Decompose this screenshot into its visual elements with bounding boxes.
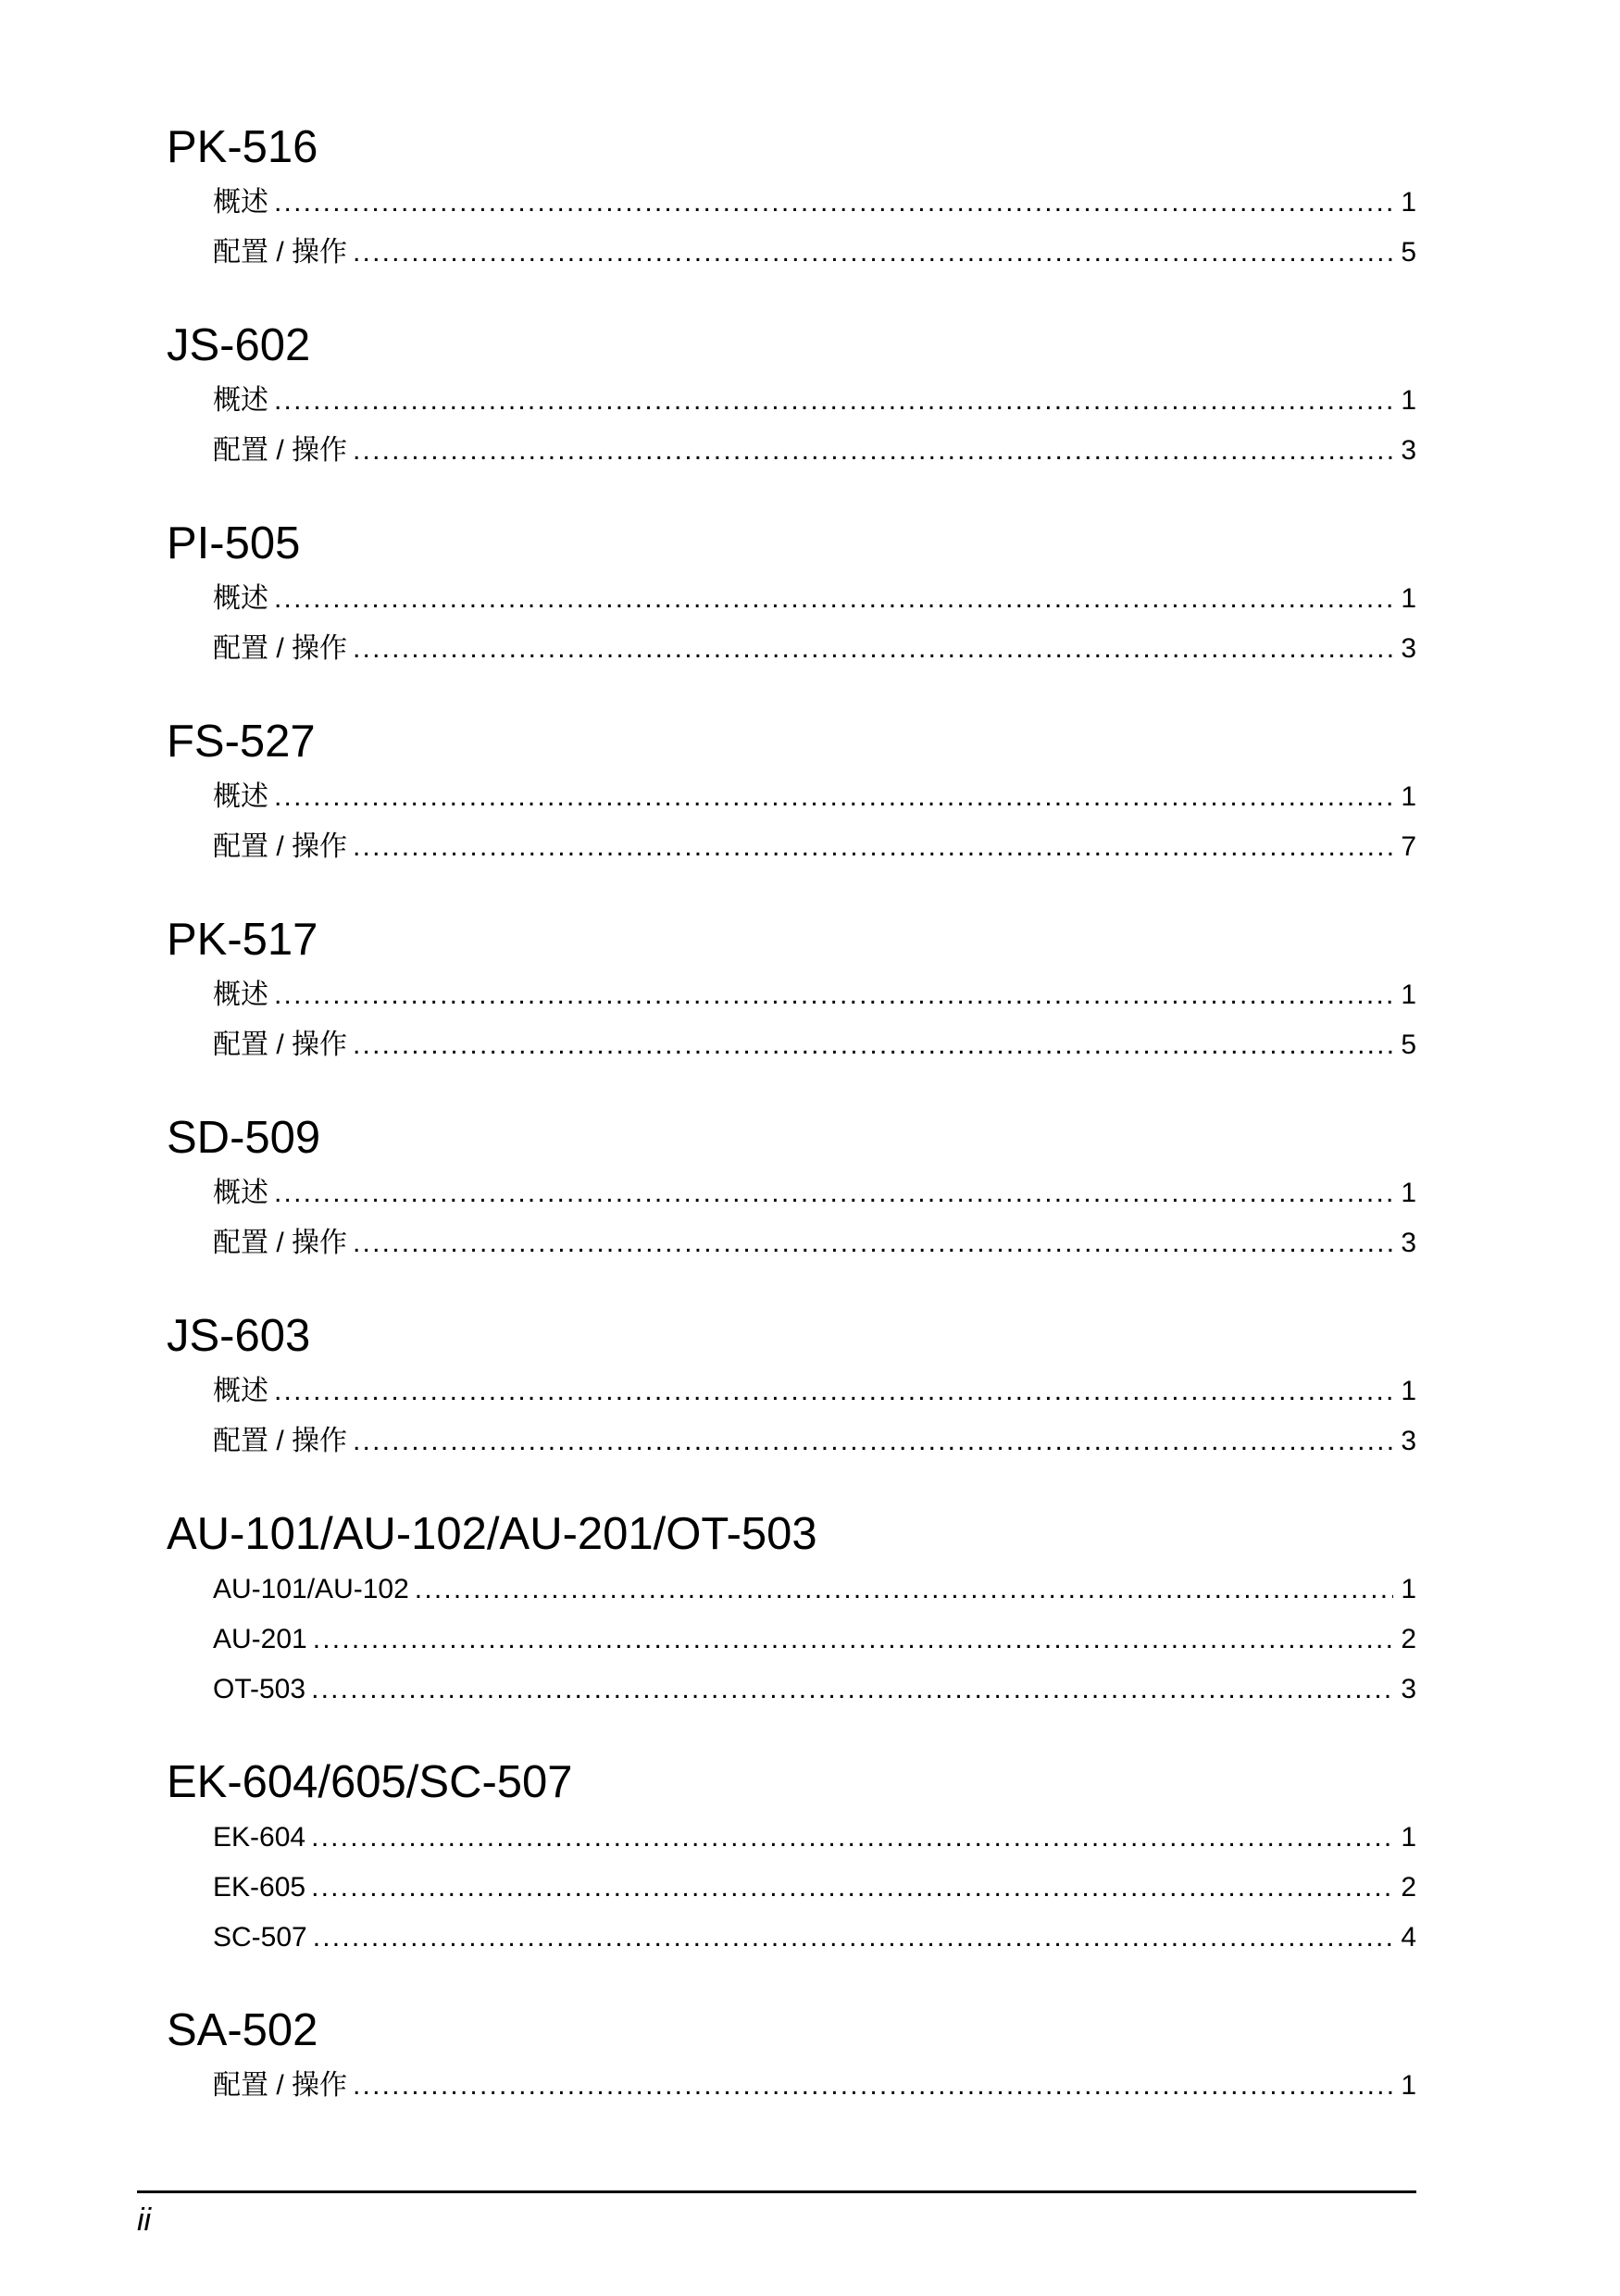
section-title: SA-502	[167, 2005, 318, 2055]
toc-entry[interactable]	[213, 974, 1416, 1011]
dot-leader	[274, 781, 1393, 813]
entry-label: 配置 / 操作	[213, 1426, 348, 1456]
toc-section	[167, 317, 1416, 515]
entry-label: 配置 / 操作	[213, 831, 348, 862]
toc-entry[interactable]	[213, 1916, 1416, 1953]
entry-page-number: 3	[1401, 435, 1416, 466]
entry-label: 概述	[213, 980, 268, 1010]
toc-section	[167, 2002, 1416, 2200]
entry-page-number: 2	[1401, 1872, 1416, 1903]
toc-entry[interactable]	[213, 1816, 1416, 1853]
dot-leader	[353, 1029, 1393, 1061]
section-title: PK-517	[167, 915, 318, 965]
toc-entry[interactable]	[213, 1172, 1416, 1209]
toc-section	[167, 1505, 1416, 1753]
entry-page-number: 1	[1401, 187, 1416, 218]
entry-page-number: 5	[1401, 1029, 1416, 1060]
footer-divider	[137, 2190, 1416, 2193]
entry-page-number: 4	[1401, 1922, 1416, 1953]
entry-page-number: 3	[1401, 1426, 1416, 1456]
toc-entry[interactable]	[213, 430, 1416, 467]
entry-page-number: 1	[1401, 1822, 1416, 1853]
dot-leader	[313, 1922, 1394, 1953]
entry-label: 概述	[213, 1178, 268, 1208]
entry-page-number: 1	[1401, 980, 1416, 1010]
entry-page-number: 3	[1401, 1228, 1416, 1258]
section-title: FS-527	[167, 717, 316, 767]
dot-leader	[353, 435, 1393, 467]
dot-leader	[311, 1872, 1393, 1903]
table-of-contents	[167, 119, 1416, 2200]
toc-entry[interactable]	[213, 628, 1416, 665]
toc-entry[interactable]	[213, 1370, 1416, 1407]
toc-entry[interactable]	[213, 826, 1416, 863]
toc-section	[167, 119, 1416, 317]
entry-page-number: 3	[1401, 1674, 1416, 1704]
toc-entry[interactable]	[213, 380, 1416, 417]
toc-entry[interactable]	[213, 776, 1416, 813]
dot-leader	[353, 1228, 1393, 1259]
dot-leader	[353, 2070, 1393, 2102]
toc-section	[167, 1753, 1416, 2002]
entry-label: EK-605	[213, 1872, 306, 1903]
entry-page-number: 1	[1401, 385, 1416, 416]
entry-page-number: 7	[1401, 831, 1416, 862]
entry-label: 概述	[213, 1376, 268, 1406]
entry-label: 概述	[213, 583, 268, 614]
entry-page-number: 5	[1401, 237, 1416, 268]
dot-leader	[274, 187, 1393, 218]
entry-label: AU-201	[213, 1624, 307, 1654]
dot-leader	[274, 385, 1393, 417]
section-title: SD-509	[167, 1113, 321, 1163]
entry-page-number: 1	[1401, 781, 1416, 812]
dot-leader	[311, 1822, 1393, 1853]
entry-label: 配置 / 操作	[213, 633, 348, 664]
toc-entry[interactable]	[213, 1866, 1416, 1903]
dot-leader	[274, 1376, 1393, 1407]
toc-entry[interactable]	[213, 1668, 1416, 1705]
section-title: JS-603	[167, 1311, 311, 1361]
dot-leader	[313, 1624, 1394, 1655]
entry-label: OT-503	[213, 1674, 306, 1704]
section-title: EK-604/605/SC-507	[167, 1757, 573, 1807]
section-title: PK-516	[167, 122, 318, 172]
toc-section	[167, 1109, 1416, 1307]
dot-leader	[274, 1178, 1393, 1209]
entry-label: 概述	[213, 187, 268, 218]
dot-leader	[353, 237, 1393, 268]
page-number: ii	[137, 2202, 152, 2238]
dot-leader	[274, 980, 1393, 1011]
section-title: JS-602	[167, 320, 311, 370]
entry-label: SC-507	[213, 1922, 307, 1953]
entry-label: 配置 / 操作	[213, 435, 348, 466]
entry-page-number: 2	[1401, 1624, 1416, 1654]
section-title: PI-505	[167, 518, 301, 568]
toc-section	[167, 911, 1416, 1109]
toc-entry[interactable]	[213, 1420, 1416, 1457]
dot-leader	[353, 1426, 1393, 1457]
toc-entry[interactable]	[213, 1568, 1416, 1605]
entry-page-number: 1	[1401, 2070, 1416, 2101]
dot-leader	[311, 1674, 1393, 1705]
entry-label: 配置 / 操作	[213, 2070, 348, 2101]
entry-label: 配置 / 操作	[213, 237, 348, 268]
entry-label: 配置 / 操作	[213, 1228, 348, 1258]
toc-entry[interactable]	[213, 1222, 1416, 1259]
entry-page-number: 1	[1401, 1178, 1416, 1208]
entry-page-number: 1	[1401, 1376, 1416, 1406]
entry-label: 配置 / 操作	[213, 1029, 348, 1060]
toc-section	[167, 515, 1416, 713]
toc-entry[interactable]	[213, 578, 1416, 615]
dot-leader	[415, 1574, 1394, 1605]
toc-entry[interactable]	[213, 1024, 1416, 1061]
entry-label: AU-101/AU-102	[213, 1574, 409, 1604]
entry-page-number: 1	[1401, 1574, 1416, 1604]
dot-leader	[353, 831, 1393, 863]
entry-page-number: 1	[1401, 583, 1416, 614]
toc-entry[interactable]	[213, 231, 1416, 268]
section-title: AU-101/AU-102/AU-201/OT-503	[167, 1509, 817, 1559]
toc-section	[167, 713, 1416, 911]
toc-entry[interactable]	[213, 1618, 1416, 1655]
toc-section	[167, 1307, 1416, 1505]
dot-leader	[353, 633, 1393, 665]
dot-leader	[274, 583, 1393, 615]
entry-label: 概述	[213, 385, 268, 416]
entry-page-number: 3	[1401, 633, 1416, 664]
toc-entry[interactable]	[213, 2065, 1416, 2102]
toc-entry[interactable]	[213, 181, 1416, 218]
entry-label: EK-604	[213, 1822, 306, 1853]
entry-label: 概述	[213, 781, 268, 812]
